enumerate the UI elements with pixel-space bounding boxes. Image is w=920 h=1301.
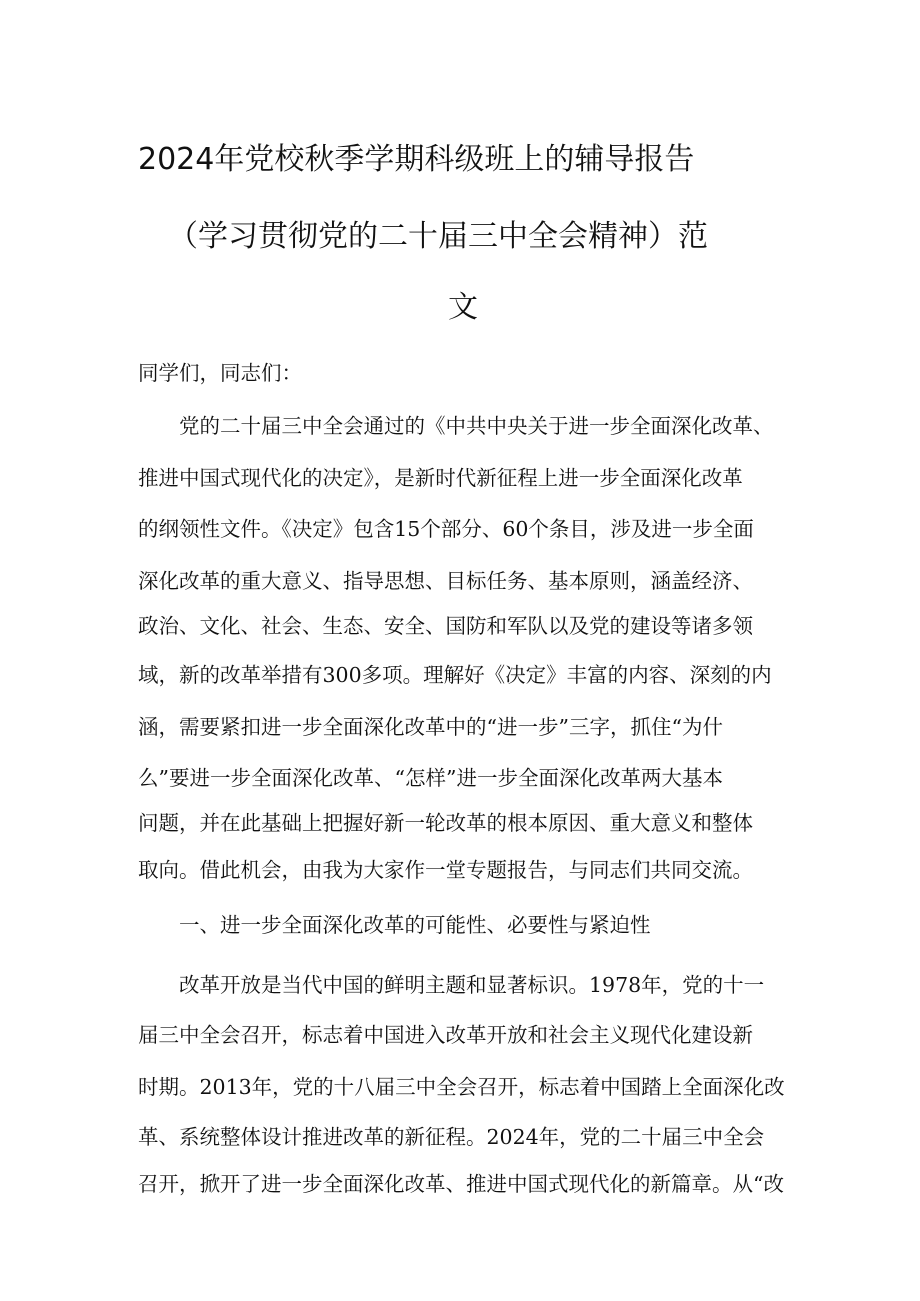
document-title-line-1: 2024年党校秋季学期科级班上的辅导报告 [138, 142, 695, 177]
body-line: 党的二十届三中全会通过的《中共中央关于进一步全面深化改革、 [138, 414, 774, 438]
body-line: 革、系统整体设计推进改革的新征程。2024年，党的二十届三中全会 [138, 1125, 765, 1149]
body-line: 问题，并在此基础上把握好新一轮改革的根本原因、重大意义和整体 [138, 811, 753, 835]
body-line: 届三中全会召开，标志着中国进入改革开放和社会主义现代化建设新 [138, 1023, 753, 1047]
body-line: 深化改革的重大意义、指导思想、目标任务、基本原则，涵盖经济、 [138, 569, 753, 593]
body-line: 的纲领性文件。《决定》包含15个部分、60个条目，涉及进一步全面 [138, 517, 754, 541]
body-line: 改革开放是当代中国的鲜明主题和显著标识。1978年，党的十一 [138, 973, 765, 997]
document-title-line-2: （学习贯彻党的二十届三中全会精神）范 [168, 219, 708, 254]
body-line: 召开，掀开了进一步全面深化改革、推进中国式现代化的新篇章。从“改 [138, 1172, 784, 1196]
body-line: 推进中国式现代化的决定》，是新时代新征程上进一步全面深化改革 [138, 466, 743, 490]
body-line: 政治、文化、社会、生态、安全、国防和军队以及党的建设等诸多领 [138, 614, 753, 638]
section-heading: 一、进一步全面深化改革的可能性、必要性与紧迫性 [138, 913, 651, 937]
body-line: 取向。借此机会，由我为大家作一堂专题报告，与同志们共同交流。 [138, 858, 753, 882]
body-line: 么”要进一步全面深化改革、“怎样”进一步全面深化改革两大基本 [138, 766, 723, 790]
document-title-line-3: 文 [448, 290, 478, 325]
body-line: 时期。2013年，党的十八届三中全会召开，标志着中国踏上全面深化改 [138, 1075, 785, 1099]
body-line: 涵，需要紧扣进一步全面深化改革中的“进一步”三字，抓住“为什 [138, 715, 723, 739]
body-line: 域，新的改革举措有300多项。理解好《决定》丰富的内容、深刻的内 [138, 663, 772, 687]
salutation: 同学们，同志们： [138, 361, 302, 385]
